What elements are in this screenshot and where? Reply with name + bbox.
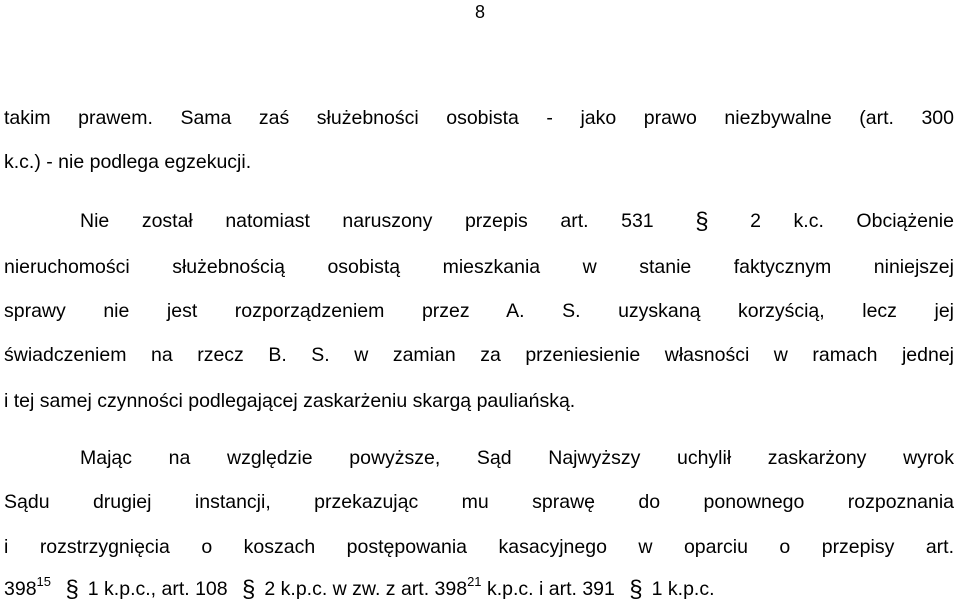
text-line-11-part-d: k.p.c. i art. 391 <box>486 578 615 600</box>
text-line-6: świadczeniem na rzecz B. S. w zamian za przeniesienie własności w ramach jednej <box>4 344 954 366</box>
superscript-15: 15 <box>36 574 52 589</box>
text-line-1: takim prawem. Sama zaś służebności osobista - jako prawo niezbywalne (art. 300 <box>4 107 954 129</box>
text-line-5: sprawy nie jest rozporządzeniem przez A. S. uzyskaną korzyścią, lecz jej <box>4 300 954 322</box>
text-line-11-part-b: 1 k.p.c., art. 108 <box>87 578 228 600</box>
text-line-11-part-c: 2 k.p.c. w zw. z art. 398 <box>264 578 468 600</box>
text-line-9: Sądu drugiej instancji, przekazując mu sprawę do ponownego rozpoznania <box>4 491 954 513</box>
text-line-4: nieruchomości służebnością osobistą mieszkania w stanie faktycznym niniejszej <box>4 256 954 278</box>
page-number: 8 <box>474 2 485 22</box>
section-symbol: § <box>695 208 709 235</box>
text-line-11 <box>4 574 715 603</box>
text-line-7: i tej samej czynności podlegającej zaskarżeniu skargą pauliańską. <box>4 390 576 412</box>
text-line-8: Mając na względzie powyższe, Sąd Najwyższy uchylił zaskarżony wyrok <box>80 447 954 469</box>
text-line-2: k.c.) - nie podlega egzekucji. <box>4 151 252 173</box>
text-line-10: i rozstrzygnięcia o koszach postępowania kasacyjnego w oparciu o przepisy art. <box>4 536 954 558</box>
text-line-11-art-398-a: 398 <box>4 578 37 600</box>
section-symbol: § <box>65 576 79 603</box>
section-symbol: § <box>629 576 643 603</box>
text-line-11-part-e: 1 k.p.c. <box>651 578 715 600</box>
section-symbol: § <box>242 576 256 603</box>
text-line-3 <box>80 209 954 233</box>
superscript-21: 21 <box>467 574 482 589</box>
text-line-3-part-a: Nie został natomiast naruszony przepis art. 531 <box>80 210 654 232</box>
text-line-3-part-b: 2 k.c. Obciążenie <box>750 210 954 232</box>
